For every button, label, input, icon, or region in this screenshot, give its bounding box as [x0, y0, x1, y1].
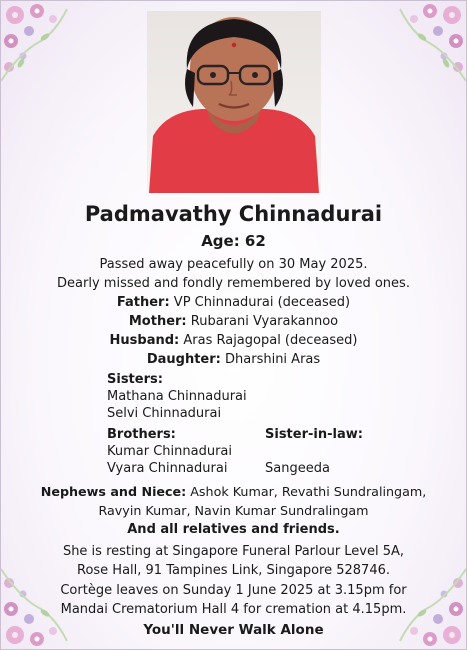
family-role: Husband: [109, 333, 180, 348]
family-husband [1, 331, 466, 350]
brothers-block [107, 426, 232, 477]
closing-motto: You'll Never Walk Alone [143, 622, 324, 638]
family-value: Dharshini Aras [220, 352, 321, 367]
portrait-illustration [147, 11, 321, 193]
family-role: Mother: [128, 314, 187, 329]
brothers-label: Brothers: [107, 427, 176, 442]
age: Age: 62 [201, 232, 266, 250]
nephews-line-1 [1, 482, 466, 501]
sister-name: Selvi Chinnadurai [107, 406, 222, 421]
resting-place [1, 542, 466, 580]
family-role: Father: [116, 295, 170, 310]
floral-corner-top-right [396, 1, 466, 96]
family-value: Aras Rajagopal (deceased) [179, 333, 358, 348]
remembrance-line: Dearly missed and fondly remembered by loved ones. [57, 276, 410, 291]
cortege-line: Cortège leaves on Sunday 1 June 2025 at 3.15pm for [60, 583, 407, 598]
family-mother [1, 312, 466, 331]
brother-name: Vyara Chinnadurai [107, 461, 228, 476]
relatives-line: And all relatives and friends. [127, 522, 340, 537]
sisters-block [107, 371, 247, 422]
family-value: VP Chinnadurai (deceased) [169, 295, 351, 310]
sister-in-law-label: Sister-in-law: [265, 427, 363, 442]
spacer [265, 443, 363, 460]
nephews-block [1, 482, 466, 520]
nephews-line-2: Ravyin Kumar, Navin Kumar Sundralingam [98, 503, 369, 518]
passing-notice [1, 255, 466, 293]
portrait-photo [147, 11, 321, 193]
sister-in-law-block [265, 426, 363, 477]
cortege-details [1, 581, 466, 619]
family-father [1, 293, 466, 312]
cremation-line: Mandai Crematorium Hall 4 for cremation at 4.15pm. [60, 602, 407, 617]
sister-name: Mathana Chinnadurai [107, 389, 247, 404]
brother-name: Kumar Chinnadurai [107, 444, 233, 459]
deceased-name: Padmavathy Chinnadurai [84, 202, 383, 226]
resting-line: She is resting at Singapore Funeral Parlour Level 5A, [62, 544, 405, 559]
nephews-names: Ashok Kumar, Revathi Sundralingam, [186, 484, 427, 499]
family-list [1, 293, 466, 369]
family-value: Rubarani Vyarakannoo [186, 314, 339, 329]
family-daughter [1, 350, 466, 369]
sisters-label: Sisters: [107, 372, 163, 387]
nephews-label: Nephews and Niece: [40, 484, 187, 499]
passing-line: Passed away peacefully on 30 May 2025. [99, 257, 368, 272]
family-role: Daughter: [146, 352, 221, 367]
resting-address: Rose Hall, 91 Tampines Link, Singapore 528746. [77, 563, 390, 578]
sister-in-law-name: Sangeeda [265, 461, 330, 476]
floral-corner-top-left [1, 1, 71, 96]
